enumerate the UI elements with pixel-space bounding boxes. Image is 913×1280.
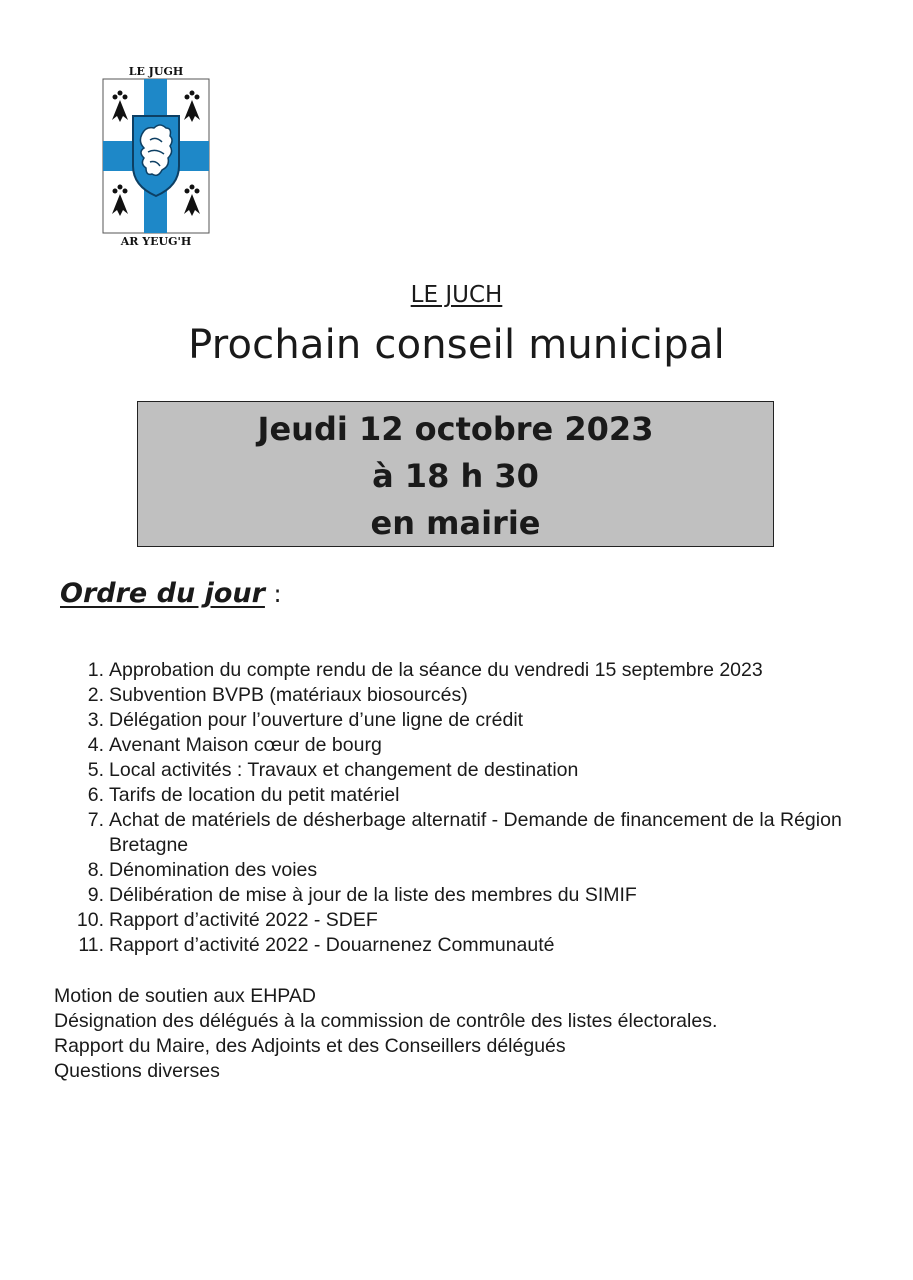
agenda-item-text: Approbation du compte rendu de la séance du vendredi 15 septembre 2023 <box>109 659 763 681</box>
additional-items <box>54 984 717 1084</box>
agenda-item-text: Dénomination des voies <box>109 859 318 881</box>
agenda-item-number: 8. <box>87 859 104 881</box>
agenda-item <box>0 708 869 733</box>
agenda-item-text: Rapport d’activité 2022 - Douarnenez Communauté <box>109 934 555 956</box>
agenda-item <box>0 733 869 758</box>
agenda-heading-text: Ordre du jour <box>60 578 265 609</box>
agenda-item-number: 3. <box>87 709 104 731</box>
agenda-item-number: 7. <box>87 809 104 831</box>
agenda-item <box>0 783 869 808</box>
agenda-item-text: Délibération de mise à jour de la liste des membres du SIMIF <box>109 884 637 906</box>
agenda-item-number: 4. <box>87 734 104 756</box>
page-title: Prochain conseil municipal <box>188 322 725 368</box>
agenda-item-number: 5. <box>87 759 104 781</box>
agenda-heading-colon: : <box>273 580 282 608</box>
agenda-item-number: 11. <box>78 934 104 956</box>
agenda-item <box>0 858 869 883</box>
extra-item: Questions diverses <box>54 1060 220 1082</box>
agenda-item-number: 9. <box>87 884 104 906</box>
town-title: LE JUCH <box>410 282 503 308</box>
agenda-item <box>0 933 869 958</box>
agenda-item-text: Rapport d’activité 2022 - SDEF <box>109 909 378 931</box>
agenda-item-text: Local activités : Travaux et changement de destination <box>109 759 579 781</box>
agenda-item-number: 6. <box>87 784 104 806</box>
extra-item: Désignation des délégués à la commission de contrôle des listes électorales. <box>54 1010 718 1032</box>
meeting-place: en mairie <box>370 504 541 542</box>
crest-top-text: LE JUGH <box>128 65 184 78</box>
agenda-item-number: 2. <box>87 684 104 706</box>
agenda-item-text: Subvention BVPB (matériaux biosourcés) <box>109 684 468 706</box>
agenda-item <box>0 883 869 908</box>
agenda-item <box>0 683 869 708</box>
meeting-info-box <box>137 401 774 547</box>
crest-svg <box>100 62 212 248</box>
meeting-time: à 18 h 30 <box>372 457 539 495</box>
agenda-item-number: 1. <box>87 659 104 681</box>
agenda-item-text: Tarifs de location du petit matériel <box>109 784 400 806</box>
agenda-item <box>0 758 869 783</box>
crest-bottom-text: AR YEUG'H <box>120 235 192 248</box>
agenda-item-text: Délégation pour l’ouverture d’une ligne de crédit <box>109 709 524 731</box>
extra-item: Rapport du Maire, des Adjoints et des Conseillers délégués <box>54 1035 566 1057</box>
agenda-item <box>0 658 869 683</box>
town-crest-logo <box>100 62 212 248</box>
agenda-item-text: Achat de matériels de désherbage alternatif - Demande de financement de la Région Bretagne <box>109 809 842 856</box>
agenda-heading <box>60 578 282 609</box>
agenda-item <box>0 808 869 858</box>
agenda-item <box>0 908 869 933</box>
agenda-item-text: Avenant Maison cœur de bourg <box>109 734 382 756</box>
agenda-list <box>0 658 869 958</box>
extra-item: Motion de soutien aux EHPAD <box>54 985 316 1007</box>
agenda-item-number: 10. <box>76 909 104 931</box>
meeting-date: Jeudi 12 octobre 2023 <box>257 410 654 448</box>
